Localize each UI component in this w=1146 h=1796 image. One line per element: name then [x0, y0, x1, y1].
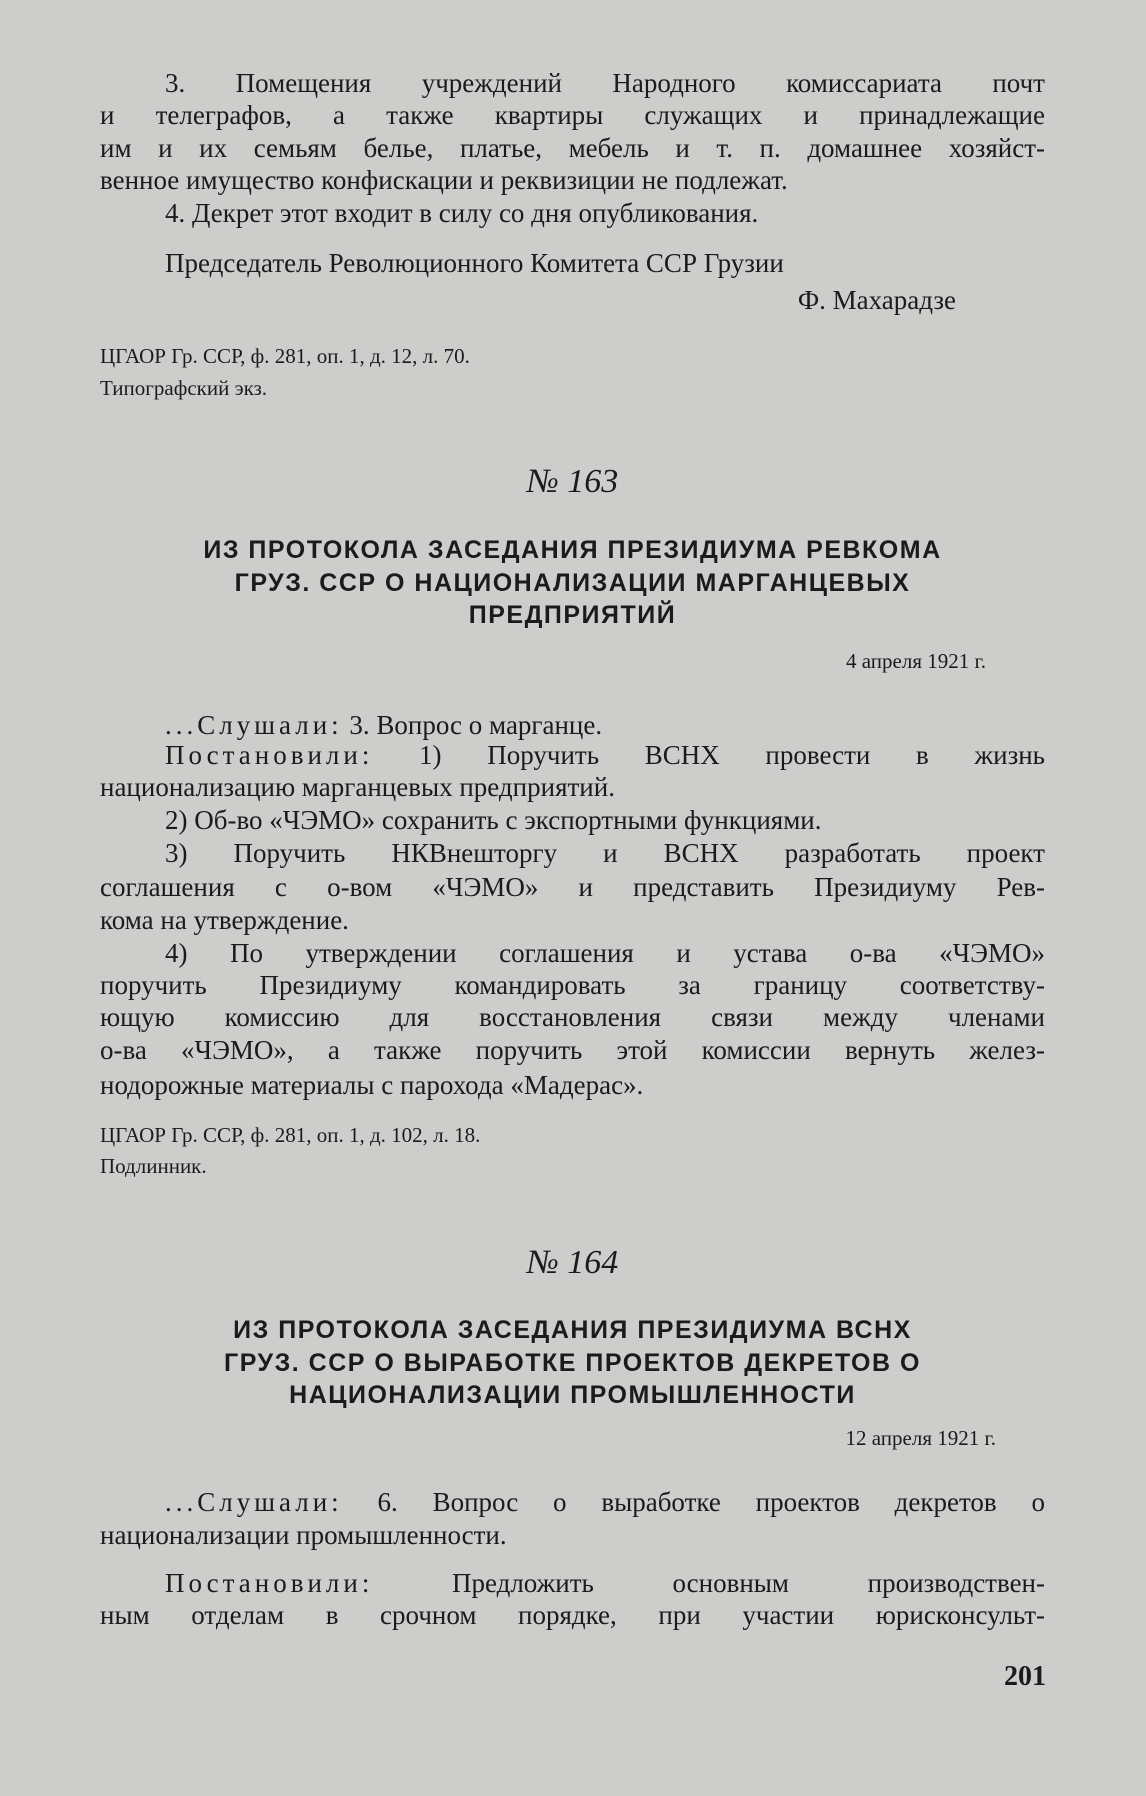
document-date: 4 апреля 1921 г. [846, 649, 986, 673]
heard-line [165, 1486, 1045, 1518]
copy-type: Подлинник. [100, 1154, 207, 1178]
paragraph-line: 3. Помещения учреждений Народного комиссариата почт [165, 68, 1045, 98]
heard-text: 3. Вопрос о марганце. [342, 710, 603, 740]
paragraph-line: ным отделам в срочном порядке, при участии юрисконсульт- [100, 1600, 1045, 1630]
paragraph-line: 2) Об-во «ЧЭМО» сохранить с экспортными функциями. [165, 805, 822, 835]
paragraph-line: национализации промышленности. [100, 1520, 507, 1550]
signer-title: Председатель Революционного Комитета ССР Грузии [165, 248, 784, 278]
document-title-line: ИЗ ПРОТОКОЛА ЗАСЕДАНИЯ ПРЕЗИДИУМА ВСНХ [233, 1316, 912, 1344]
paragraph-line: 3) Поручить НКВнешторгу и ВСНХ разработать проект [165, 838, 1045, 868]
paragraph-line: 4. Декрет этот входит в силу со дня опубликования. [165, 198, 759, 228]
archive-source: ЦГАОР Гр. ССР, ф. 281, оп. 1, д. 102, л. 18. [100, 1123, 481, 1147]
paragraph-line: поручить Президиуму командировать за границу соответству- [100, 970, 1045, 1000]
decided-label: Постановили: [165, 740, 374, 770]
document-title-line: НАЦИОНАЛИЗАЦИИ ПРОМЫШЛЕННОСТИ [289, 1381, 856, 1409]
decided-text: Предложить основным производствен- [373, 1568, 1045, 1598]
paragraph-line: соглашения с о-вом «ЧЭМО» и представить Президиуму Рев- [100, 872, 1045, 902]
paragraph-line: нодорожные материалы с парохода «Мадерас». [100, 1070, 644, 1100]
document-title-line: ГРУЗ. ССР О ВЫРАБОТКЕ ПРОЕКТОВ ДЕКРЕТОВ О [224, 1349, 921, 1377]
signer-name: Ф. Махарадзе [797, 285, 956, 315]
decided-text: 1) Поручить ВСНХ провести в жизнь [373, 740, 1045, 770]
paragraph-line: 4) По утверждении соглашения и устава о-ва «ЧЭМО» [165, 938, 1045, 968]
heard-label: ...Слушали: [165, 710, 343, 740]
document-date: 12 апреля 1921 г. [845, 1426, 996, 1450]
archive-source: ЦГАОР Гр. ССР, ф. 281, оп. 1, д. 12, л. 70. [100, 344, 470, 368]
paragraph-line: и телеграфов, а также квартиры служащих и принадлежащие [100, 100, 1045, 130]
document-title-line: ПРЕДПРИЯТИЙ [468, 601, 677, 629]
paragraph-line: ющую комиссию для восстановления связи между членами [100, 1002, 1045, 1032]
heard-label: ...Слушали: [165, 1487, 343, 1517]
decided-line [165, 1567, 1045, 1599]
decided-line [165, 739, 1045, 771]
paragraph-line: им и их семьям белье, платье, мебель и т. п. домашнее хозяйст- [100, 133, 1045, 163]
copy-type: Типографский экз. [100, 376, 268, 400]
document-title-line: ИЗ ПРОТОКОЛА ЗАСЕДАНИЯ ПРЕЗИДИУМА РЕВКОМА [203, 536, 942, 564]
document-title-line: ГРУЗ. ССР О НАЦИОНАЛИЗАЦИИ МАРГАНЦЕВЫХ [234, 569, 911, 597]
paragraph-line: о-ва «ЧЭМО», а также поручить этой комиссии вернуть желез- [100, 1035, 1045, 1065]
document-number: № 164 [526, 1244, 619, 1281]
document-number: № 163 [526, 463, 619, 500]
heard-line [165, 709, 602, 741]
paragraph-line: кома на утверждение. [100, 905, 349, 935]
paragraph-line: венное имущество конфискации и реквизиции не подлежат. [100, 165, 788, 195]
page-number: 201 [1004, 1661, 1046, 1692]
heard-text: 6. Вопрос о выработке проектов декретов о [342, 1487, 1045, 1517]
paragraph-line: национализацию марганцевых предприятий. [100, 772, 615, 802]
decided-label: Постановили: [165, 1568, 374, 1598]
